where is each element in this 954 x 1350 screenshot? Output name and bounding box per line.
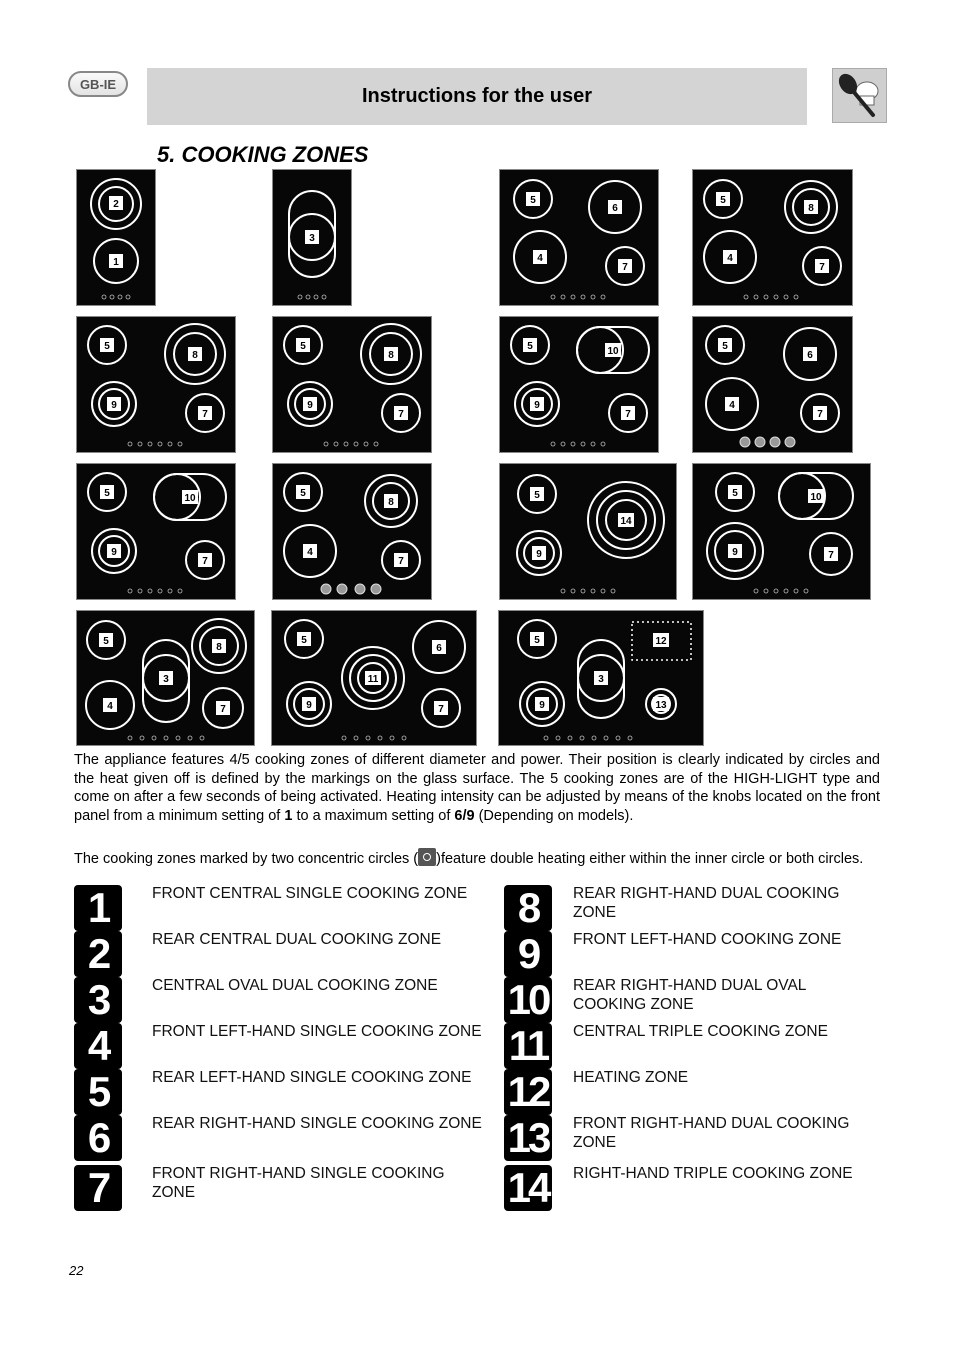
zone-label: 8 [192, 350, 198, 361]
zone-number-badge: 1 [74, 885, 122, 931]
zone-label: 7 [202, 409, 208, 420]
zone-description: FRONT LEFT-HAND SINGLE COOKING ZONE [152, 1023, 482, 1040]
zone-label: 5 [527, 341, 533, 352]
zone-label: 1 [113, 257, 119, 268]
section-title: 5. COOKING ZONES [157, 142, 369, 167]
dual-zone-icon [418, 848, 436, 866]
zone-label: 5 [534, 635, 540, 646]
zone-label: 3 [309, 233, 315, 244]
zone-label: 10 [810, 492, 822, 503]
zone-description: FRONT LEFT-HAND COOKING ZONE [573, 931, 842, 948]
description-paragraph: The appliance features 4/5 cooking zones of different diameter and power. Their position is clearly indicated by circles and the heat given off is defined by the markings on the glass surface. The 5 cooking zones are of the HIGH-LIGHT type and come on after a few seconds of being activated. Heating intensity can be adjusted by means of the knobs located on the front panel from a minimum setting of 1 to a maximum setting of 6/9 (Depending on models). [74, 752, 880, 824]
zone-label: 7 [220, 704, 226, 715]
zone-label: 8 [216, 642, 222, 653]
zone-label: 6 [807, 350, 813, 361]
zone-label: 9 [534, 400, 540, 411]
zone-label: 7 [398, 409, 404, 420]
zone-number-badge: 4 [74, 1023, 122, 1069]
zone-label: 5 [722, 341, 728, 352]
chef-hat-spoon-icon [832, 68, 887, 123]
zone-label: 4 [727, 253, 733, 264]
zone-number-badge: 13 [504, 1115, 552, 1161]
zone-label: 4 [537, 253, 543, 264]
zone-label: 5 [104, 341, 110, 352]
zone-label: 9 [536, 549, 542, 560]
hob-diagram [271, 610, 477, 746]
zone-description: REAR RIGHT-HAND DUAL OVAL COOKING ZONE [573, 977, 806, 1013]
zone-label: 9 [306, 700, 312, 711]
zone-label: 12 [655, 636, 667, 647]
header-bar [147, 68, 807, 125]
zone-number-badge: 9 [504, 931, 552, 977]
zone-description: REAR RIGHT-HAND SINGLE COOKING ZONE [152, 1115, 482, 1132]
zone-label: 4 [307, 547, 313, 558]
zone-label: 7 [438, 704, 444, 715]
hob-diagram [692, 316, 853, 453]
zone-number-badge: 7 [74, 1165, 122, 1211]
zone-label: 10 [184, 493, 196, 504]
zone-label: 9 [732, 547, 738, 558]
zone-number-badge: 10 [504, 977, 552, 1023]
region-badge: GB-IE [68, 71, 128, 97]
zone-label: 5 [103, 636, 109, 647]
zone-number-badge: 2 [74, 931, 122, 977]
dual-zone-paragraph: The cooking zones marked by two concentric circles ( )feature double heating either within the inner circle or both circles. [74, 848, 880, 869]
zone-description: REAR RIGHT-HAND DUAL COOKING ZONE [573, 885, 840, 921]
zone-description: CENTRAL TRIPLE COOKING ZONE [573, 1023, 828, 1040]
zone-number-badge: 11 [504, 1023, 552, 1069]
zone-label: 9 [539, 700, 545, 711]
zone-label: 4 [107, 701, 113, 712]
hob-diagram [692, 463, 871, 600]
hob-diagram [76, 169, 156, 306]
zone-label: 7 [622, 262, 628, 273]
zone-label: 8 [808, 203, 814, 214]
zone-description: FRONT RIGHT-HAND SINGLE COOKING ZONE [152, 1165, 445, 1201]
zone-label: 5 [300, 488, 306, 499]
zone-label: 11 [367, 674, 379, 685]
zone-label: 9 [307, 400, 313, 411]
zone-label: 5 [534, 490, 540, 501]
zone-label: 9 [111, 400, 117, 411]
zone-label: 5 [104, 488, 110, 499]
zone-description: REAR LEFT-HAND SINGLE COOKING ZONE [152, 1069, 472, 1086]
zone-number-badge: 5 [74, 1069, 122, 1115]
zone-label: 3 [598, 674, 604, 685]
zone-label: 10 [607, 346, 619, 357]
zone-label: 5 [530, 195, 536, 206]
hob-diagram [499, 463, 677, 600]
header-title: Instructions for the user [361, 85, 593, 107]
zone-description: CENTRAL OVAL DUAL COOKING ZONE [152, 977, 438, 994]
zone-label: 7 [202, 556, 208, 567]
zone-description: RIGHT-HAND TRIPLE COOKING ZONE [573, 1165, 853, 1182]
zone-label: 2 [113, 199, 119, 210]
zone-number-badge: 8 [504, 885, 552, 931]
page-number: 22 [69, 1263, 84, 1278]
hob-diagram [499, 316, 659, 453]
hob-diagram [272, 463, 432, 600]
hob-diagram [692, 169, 853, 306]
zone-label: 5 [720, 195, 726, 206]
zone-label: 7 [817, 409, 823, 420]
zone-label: 8 [388, 497, 394, 508]
zone-number-badge: 14 [504, 1165, 552, 1211]
hob-diagram [76, 463, 236, 600]
zone-label: 6 [612, 203, 618, 214]
zone-label: 7 [819, 262, 825, 273]
hob-diagram [499, 169, 659, 306]
hob-diagram [272, 316, 432, 453]
zone-description: REAR CENTRAL DUAL COOKING ZONE [152, 931, 442, 948]
hob-diagram [272, 169, 352, 306]
zone-label: 8 [388, 350, 394, 361]
hob-diagram [76, 316, 236, 453]
zone-label: 4 [729, 400, 735, 411]
zone-label: 6 [436, 643, 442, 654]
zone-number-badge: 12 [504, 1069, 552, 1115]
zone-label: 3 [163, 674, 169, 685]
zone-label: 13 [655, 700, 667, 711]
zone-label: 14 [620, 516, 632, 527]
zone-description: HEATING ZONE [573, 1069, 689, 1086]
zone-label: 7 [398, 556, 404, 567]
hob-diagram [76, 610, 255, 746]
hob-diagram [498, 610, 704, 746]
zone-description: FRONT CENTRAL SINGLE COOKING ZONE [152, 885, 468, 902]
zone-number-badge: 6 [74, 1115, 122, 1161]
zone-label: 7 [625, 409, 631, 420]
zone-label: 7 [828, 550, 834, 561]
zone-description: FRONT RIGHT-HAND DUAL COOKING ZONE [573, 1115, 850, 1151]
zone-label: 5 [300, 341, 306, 352]
zone-label: 5 [301, 635, 307, 646]
zone-number-badge: 3 [74, 977, 122, 1023]
zone-label: 5 [732, 488, 738, 499]
zone-label: 9 [111, 547, 117, 558]
